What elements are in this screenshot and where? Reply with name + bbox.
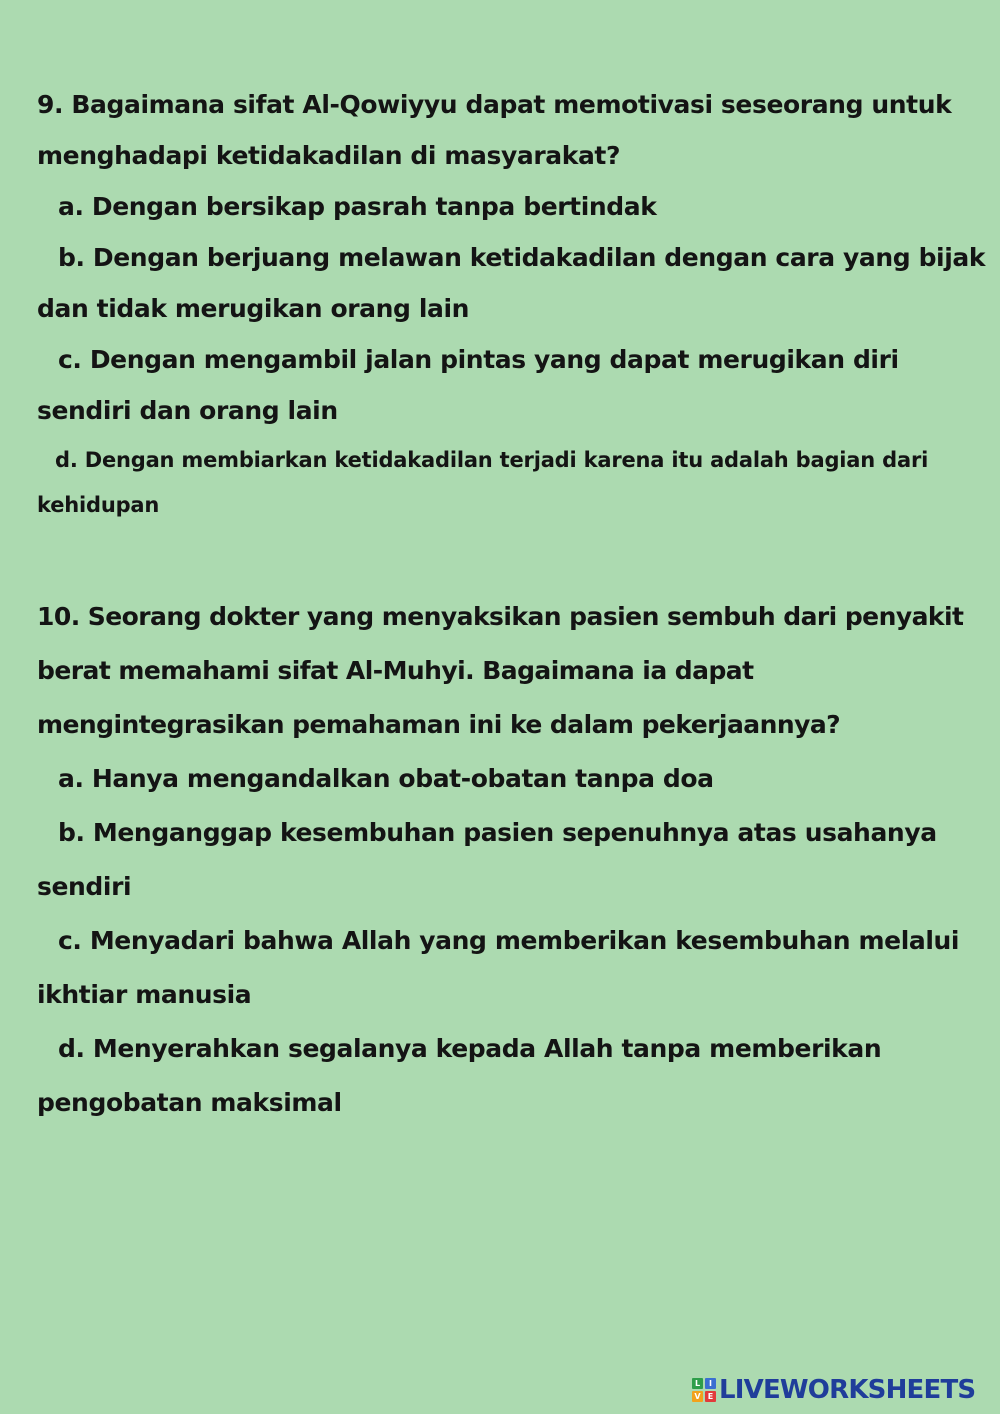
logo-mark-letter: I — [705, 1378, 716, 1389]
liveworksheets-logo-icon — [692, 1378, 716, 1402]
question-10 — [37, 590, 995, 1130]
question-9-option-a[interactable]: a. Dengan bersikap pasrah tanpa bertindak — [58, 192, 657, 221]
question-9-option-b[interactable]: b. Dengan berjuang melawan ketidakadilan dengan cara yang bijak dan tidak merugikan orang lain — [37, 243, 986, 323]
question-9 — [37, 79, 995, 528]
liveworksheets-logo-text: LIVEWORKSHEETS — [719, 1375, 976, 1405]
question-10-option-d[interactable]: d. Menyerahkan segalanya kepada Allah tanpa memberikan pengobatan maksimal — [37, 1034, 882, 1117]
question-10-option-b[interactable]: b. Menganggap kesembuhan pasien sepenuhnya atas usahanya sendiri — [37, 818, 937, 901]
question-10-option-c[interactable]: c. Menyadari bahwa Allah yang memberikan kesembuhan melalui ikhtiar manusia — [37, 926, 960, 1009]
question-9-option-c[interactable]: c. Dengan mengambil jalan pintas yang dapat merugikan diri sendiri dan orang lain — [37, 345, 899, 425]
liveworksheets-logo[interactable] — [692, 1374, 975, 1406]
logo-mark-letter: L — [692, 1378, 703, 1389]
logo-mark-letter: V — [692, 1391, 703, 1402]
question-9-option-d[interactable]: d. Dengan membiarkan ketidakadilan terjadi karena itu adalah bagian dari kehidupan — [37, 448, 929, 517]
question-10-stem: 10. Seorang dokter yang menyaksikan pasien sembuh dari penyakit berat memahami sifat Al-Muhyi. Bagaimana ia dapat mengintegrasikan pemahaman ini ke dalam pekerjaannya? — [37, 602, 964, 739]
logo-mark-letter: E — [705, 1391, 716, 1402]
question-10-option-a[interactable]: a. Hanya mengandalkan obat-obatan tanpa doa — [58, 764, 714, 793]
question-9-stem: 9. Bagaimana sifat Al-Qowiyyu dapat memotivasi seseorang untuk menghadapi ketidakadilan di masyarakat? — [37, 90, 952, 170]
